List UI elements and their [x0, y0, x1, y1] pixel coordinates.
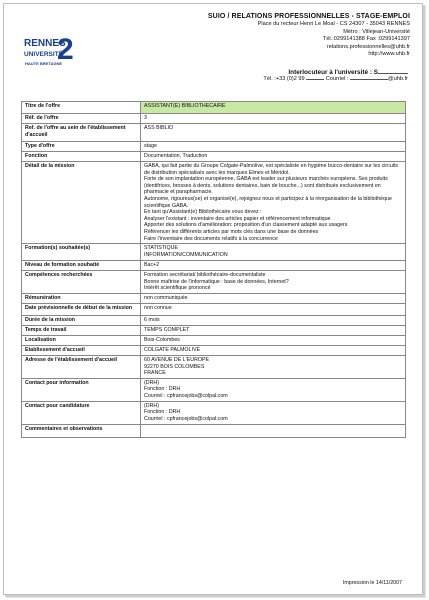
field-label: Ref. de l'offre au sein de l'établissement d'accueil: [22, 124, 141, 142]
offer-row: [22, 114, 406, 124]
field-label: Contact pour information: [22, 378, 141, 401]
field-label: Détail de la mission: [22, 162, 141, 244]
field-label: Temps de travail: [22, 325, 141, 335]
offer-row: [22, 315, 406, 325]
field-value: Bois-Colombes: [141, 335, 406, 345]
offer-table: [21, 101, 406, 438]
field-value: 60 AVENUE DE L'EUROPE 92270 BOIS COLOMBES FRANCE: [141, 355, 406, 378]
offer-row: [22, 142, 406, 152]
page-header: [110, 12, 410, 59]
field-label: Adresse de l'établissement d'accueil: [22, 355, 141, 378]
field-value: Formation secrétariat/ bibliothécaire-documentaliste Bonne maîtrise de l'informatique : base de données, Internet? Intérêt scientifique prononcé: [141, 271, 406, 294]
field-value: non connue: [141, 303, 406, 315]
field-value: (DRH) Fonction : DRH Courriel : cpfrancejobs@colpal.com: [141, 378, 406, 401]
header-phone-fax: Tél.:0299141388 Fax :0299141397: [322, 36, 410, 43]
redacted-email: [350, 76, 388, 80]
field-label: Type d'offre: [22, 142, 141, 152]
field-value: TEMPS COMPLET: [141, 325, 406, 335]
university-logo: [22, 25, 78, 81]
redacted-name: [378, 70, 408, 74]
header-email: relations.professionnelles@uhb.fr: [326, 43, 410, 50]
field-label: Compétences recherchées: [22, 271, 141, 294]
field-label: Contact pour candidature: [22, 401, 141, 424]
field-value: ASS BIBLIO: [141, 124, 406, 142]
svg-text:HAUTE BRETAGNE: HAUTE BRETAGNE: [25, 61, 63, 66]
header-address: Place du recteur Henri Le Moal - CS 24307 - 35043 RENNES: [257, 21, 410, 27]
field-label: Niveau de formation souhaité: [22, 261, 141, 271]
university-contact: [148, 69, 408, 83]
field-value: Bac+2: [141, 261, 406, 271]
field-value: (DRH) Fonction : DRH Courriel : cpfrancejobs@colpal.com: [141, 401, 406, 424]
field-label: Fonction: [22, 152, 141, 162]
field-value: COLGATE PALMOLIVE: [141, 345, 406, 355]
field-label: Localisation: [22, 335, 141, 345]
redacted-phone: [306, 76, 324, 80]
field-label: Durée de la mission: [22, 315, 141, 325]
contact-email-label: Courriel :: [325, 76, 349, 83]
field-value: STATISTIQUE INFORMATION/COMMUNICATION: [141, 244, 406, 261]
field-value: [141, 424, 406, 437]
offer-row: [22, 261, 406, 271]
offer-row: [22, 335, 406, 345]
offer-row: [22, 102, 406, 114]
offer-row: [22, 325, 406, 335]
svg-text:RENNES: RENNES: [24, 38, 66, 49]
field-value: Documentation, Traduction: [141, 152, 406, 162]
offer-row: [22, 378, 406, 401]
field-label: Rémunération: [22, 293, 141, 303]
offer-row: [22, 401, 406, 424]
svg-text:2: 2: [57, 33, 74, 66]
contact-phone-prefix: Tél. :+33 (0)2 99: [263, 76, 305, 83]
field-value: GABA, qui fait partie du Groupe Colgate-Palmolive, est spécialiste en hygiène bucco-dentaire sur les circuits de distribution spécialisés avec les marques Elmex et Méridol. Forte de son implantation européenne, GABA est leader sur plusieurs marchés européens. Ses produits (dentifrices, brosses à dents, solutions dentaires, bain de bouche...) sont distribués exclusivement en pharmacie et parapharmacie. Autonome, rigoureux(se) et organisé(e), rejoignez nous et participez à la réorganisation de la bibliothèque scientifique GABA. En tant qu'Assistant(e) Bibliothécaire vous devez : Analyser l'existant : inventaire des articles papier et référencement informatique Apporter des solutions d'amélioration: proposition d'un classement adapté aux usagers Référencer les différents articles par mots clés dans une base de données Faire l'inventaire des documents relatifs à la concurrence: [141, 162, 406, 244]
offer-row: [22, 162, 406, 244]
offer-row: [22, 303, 406, 315]
field-label: Commentaires et observations: [22, 424, 141, 437]
offer-row: [22, 355, 406, 378]
offer-row: [22, 244, 406, 261]
field-value: stage: [141, 142, 406, 152]
offer-row: [22, 124, 406, 142]
offer-row: [22, 345, 406, 355]
field-label: Etablissement d'accueil: [22, 345, 141, 355]
field-value: ASSISTANT(E) BIBLIOTHECAIRE: [141, 102, 406, 114]
header-title: SUIO / RELATIONS PROFESSIONNELLES - STAGE-EMPLOI: [207, 13, 410, 20]
document-page: [3, 3, 423, 595]
field-label: Réf. de l'offre: [22, 114, 141, 124]
field-label: Date prévisionnelle de début de la mission: [22, 303, 141, 315]
field-value: non communiquée: [141, 293, 406, 303]
offer-row: [22, 293, 406, 303]
svg-text:UNIVERSITÉ: UNIVERSITÉ: [24, 51, 64, 58]
header-metro: Métro : Villejean-Université: [343, 28, 410, 35]
print-label: Impression le: [342, 580, 375, 586]
print-date: 14/11/2007: [375, 580, 402, 586]
offer-row: [22, 424, 406, 437]
offer-row: [22, 152, 406, 162]
field-label: Titre de l'offre: [22, 102, 141, 114]
field-label: Formation(s) souhaitée(s): [22, 244, 141, 261]
offer-row: [22, 271, 406, 294]
header-website: http://www.uhb.fr: [368, 51, 410, 58]
field-value: 3: [141, 114, 406, 124]
field-value: 6 mois: [141, 315, 406, 325]
print-footer: [343, 580, 402, 586]
contact-email-domain: @uhb.fr: [388, 76, 408, 83]
contact-heading: Interlocuteur à l'université : S: [288, 69, 378, 76]
